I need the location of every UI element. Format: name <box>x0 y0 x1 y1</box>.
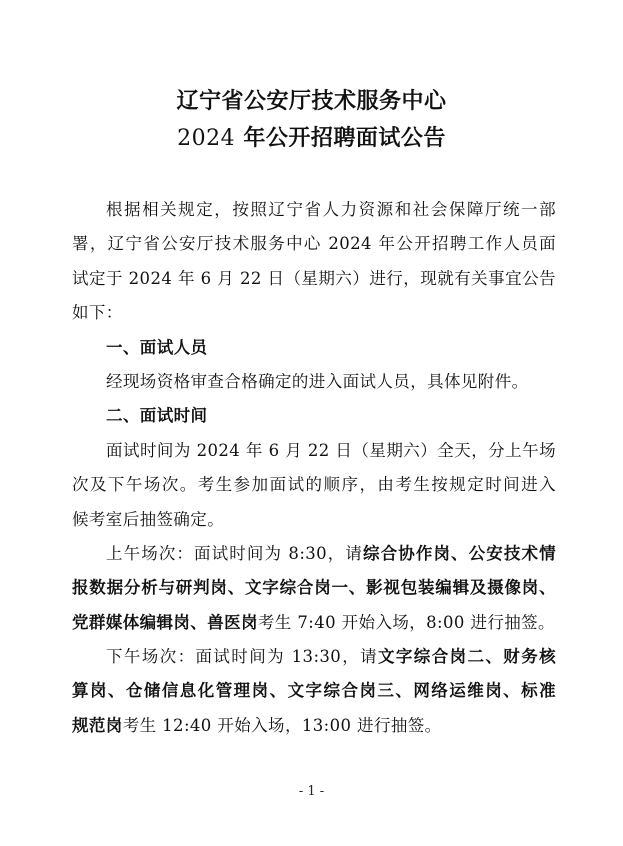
section-text: 经现场资格审查合格确定的进入面试人员，具体见附件。 <box>106 371 529 391</box>
morning-schedule: 考生 7:40 开始入场，8:00 进行抽签。 <box>257 612 555 632</box>
document-body <box>72 193 556 743</box>
page-number: - 1 - <box>298 784 325 799</box>
section-text: 候考室后抽签确定。 <box>72 509 225 529</box>
afternoon-positions: 文字综合岗二、财务核 <box>378 647 556 667</box>
document-title: 辽宁省公安厅技术服务中心 <box>176 89 447 114</box>
section-text: 次及下午场次。考生参加面试的顺序，由考生按规定时间进入 <box>72 475 556 495</box>
morning-session-line <box>72 537 556 571</box>
morning-intro: 上午场次：面试时间为 8:30，请 <box>106 543 364 563</box>
subtitle-year: 2024 <box>177 126 236 151</box>
intro-line: 如下： <box>72 303 123 323</box>
section-heading-time: 二、面试时间 <box>106 406 208 426</box>
morning-session-line <box>72 606 556 640</box>
intro-line: 根据相关规定，按照辽宁省人力资源和社会保障厅统一部 <box>106 200 556 219</box>
afternoon-positions: 算岗、仓储信息化管理岗、文字综合岗三、网络运维岗、标准 <box>72 681 556 701</box>
afternoon-session-line <box>72 674 556 708</box>
afternoon-session-line <box>72 640 556 674</box>
morning-positions: 党群媒体编辑岗、兽医岗 <box>72 612 258 632</box>
morning-positions: 综合协作岗、公安技术情 <box>363 543 556 563</box>
document-subtitle <box>0 121 623 152</box>
afternoon-positions: 规范岗 <box>72 715 123 735</box>
afternoon-schedule: 考生 12:40 开始入场，13:00 进行抽签。 <box>122 715 442 735</box>
afternoon-intro: 下午场次：面试时间为 13:30，请 <box>106 647 378 667</box>
section-text: 面试时间为 2024 年 6 月 22 日（星期六）全天，分上午场 <box>106 440 556 460</box>
afternoon-session-line <box>72 709 556 743</box>
section-heading-interviewees: 一、面试人员 <box>106 337 208 357</box>
intro-line: 试定于 2024 年 6 月 22 日（星期六）进行，现就有关事宜公告 <box>72 268 556 288</box>
morning-session-line <box>72 571 556 605</box>
morning-positions: 报数据分析与研判岗、文字综合岗一、影视包装编辑及摄像岗、 <box>72 578 556 598</box>
subtitle-text: 年公开招聘面试公告 <box>235 126 446 151</box>
intro-line: 署，辽宁省公安厅技术服务中心 2024 年公开招聘工作人员面 <box>72 234 556 254</box>
